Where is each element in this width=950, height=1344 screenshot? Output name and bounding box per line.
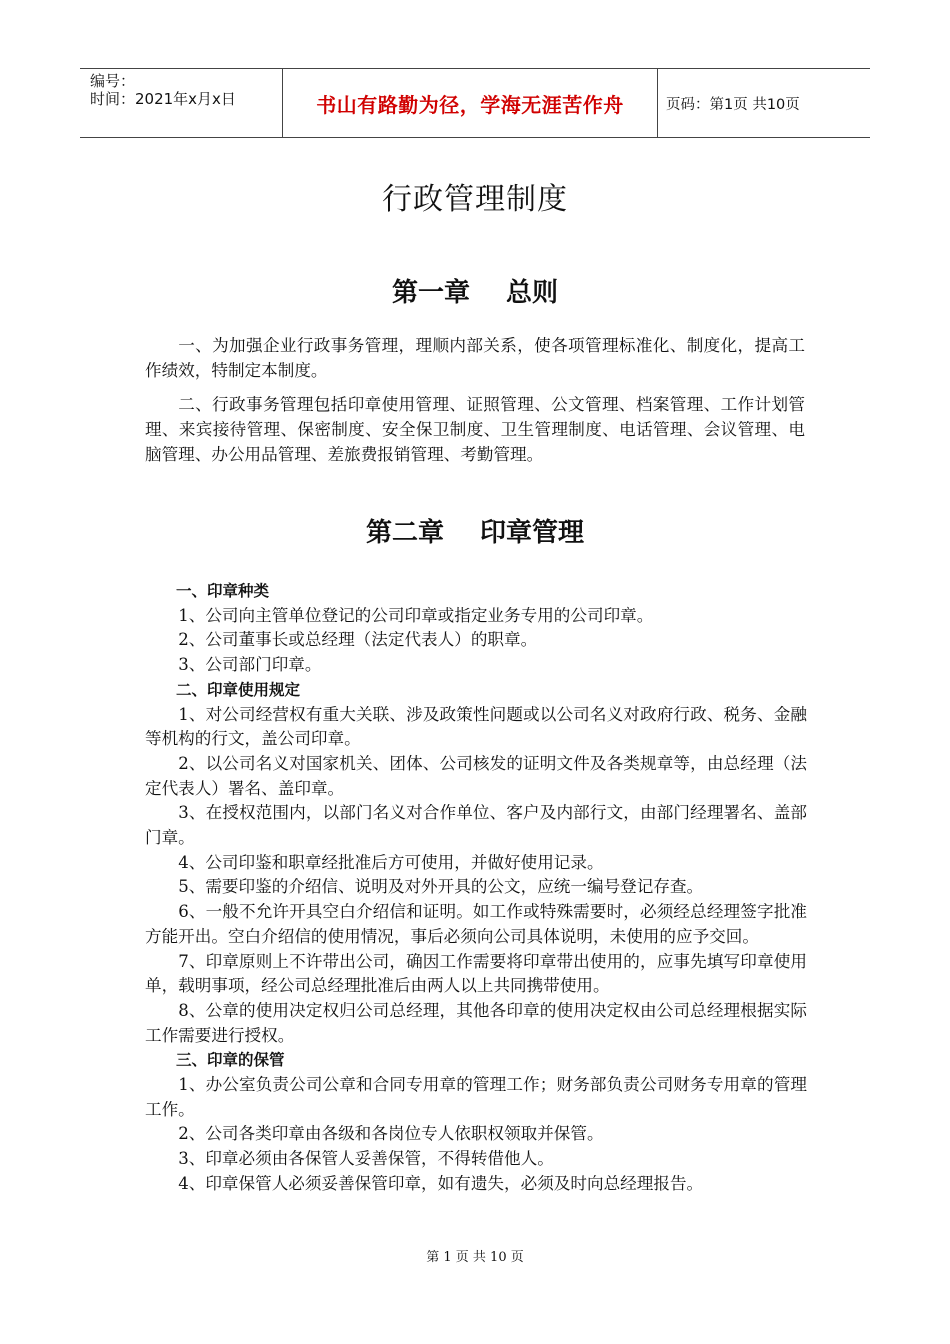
section-heading: 三、印章的保管 bbox=[176, 1051, 285, 1070]
chapter-2-heading bbox=[0, 512, 950, 549]
list-item: 6、一般不允许开具空白介绍信和证明。如工作或特殊需要时，必须经总经理签字批准方能开出。空白介绍信的使用情况，事后必须向公司具体说明，未使用的应予交回。 bbox=[145, 902, 807, 946]
list-item: 5、需要印鉴的介绍信、说明及对外开具的公文，应统一编号登记存查。 bbox=[178, 877, 704, 897]
list-item: 1、办公室负责公司公章和合同专用章的管理工作；财务部负责公司财务专用章的管理工作。 bbox=[145, 1075, 807, 1119]
chapter-1-paragraph: 一、为加强企业行政事务管理，理顺内部关系，使各项管理标准化、制度化，提高工作绩效，特制定本制度。 bbox=[145, 336, 805, 380]
list-item: 2、公司董事长或总经理（法定代表人）的职章。 bbox=[178, 630, 538, 650]
number-label: 编号： bbox=[90, 72, 136, 90]
header-page-info: 页码：第1页 共10页 bbox=[666, 96, 800, 113]
chapter-1-paragraph: 二、行政事务管理包括印章使用管理、证照管理、公文管理、档案管理、工作计划管理、来宾接待管理、保密制度、安全保卫制度、卫生管理制度、电话管理、会议管理、电脑管理、办公用品管理、差旅费报销管理、考勤管理。 bbox=[145, 395, 805, 464]
list-item: 4、印章保管人必须妥善保管印章，如有遗失，必须及时向总经理报告。 bbox=[178, 1173, 704, 1193]
list-item: 2、公司各类印章由各级和各岗位专人依职权领取并保管。 bbox=[178, 1124, 604, 1144]
chapter-1-heading bbox=[0, 272, 950, 309]
chapter-2-name: 印章管理 bbox=[480, 518, 585, 548]
list-item: 1、公司向主管单位登记的公司印章或指定业务专用的公司印章。 bbox=[178, 605, 654, 625]
list-item: 3、印章必须由各保管人妥善保管，不得转借他人。 bbox=[178, 1149, 554, 1169]
chapter-1-number: 第一章 bbox=[391, 278, 470, 308]
list-item: 1、对公司经营权有重大关联、涉及政策性问题或以公司名义对政府行政、税务、金融等机构的行文，盖公司印章。 bbox=[145, 704, 807, 749]
chapter-2-body bbox=[145, 579, 807, 1197]
list-item: 7、印章原则上不许带出公司，确因工作需要将印章带出使用的，应事先填写印章使用单，载明事项，经公司总经理批准后由两人以上共同携带使用。 bbox=[145, 951, 807, 996]
list-item: 2、以公司名义对国家机关、团体、公司核发的证明文件及各类规章等，由总经理（法定代表人）署名、盖印章。 bbox=[145, 753, 807, 798]
section-heading: 一、印章种类 bbox=[176, 582, 270, 600]
list-item: 8、公章的使用决定权归公司总经理，其他各印章的使用决定权由公司总经理根据实际工作需要进行授权。 bbox=[145, 1000, 807, 1045]
header-meta bbox=[80, 69, 282, 137]
list-item: 3、在授权范围内，以部门名义对合作单位、客户及内部行文，由部门经理署名、盖部门章。 bbox=[145, 803, 807, 848]
list-item: 3、公司部门印章。 bbox=[178, 655, 322, 675]
section-heading: 二、印章使用规定 bbox=[176, 680, 301, 699]
header-slogan: 书山有路勤为径，学海无涯苦作舟 bbox=[282, 69, 658, 137]
list-item: 4、公司印鉴和职章经批准后方可使用，并做好使用记录。 bbox=[178, 852, 604, 872]
document-title: 行政管理制度 bbox=[382, 182, 568, 217]
page-footer: 第 1 页 共 10 页 bbox=[426, 1250, 524, 1265]
page-header bbox=[80, 68, 870, 138]
time-label: 时间：2021年x月x日 bbox=[90, 90, 236, 108]
chapter-2-number: 第二章 bbox=[365, 518, 444, 548]
chapter-1-name: 总则 bbox=[506, 278, 559, 308]
